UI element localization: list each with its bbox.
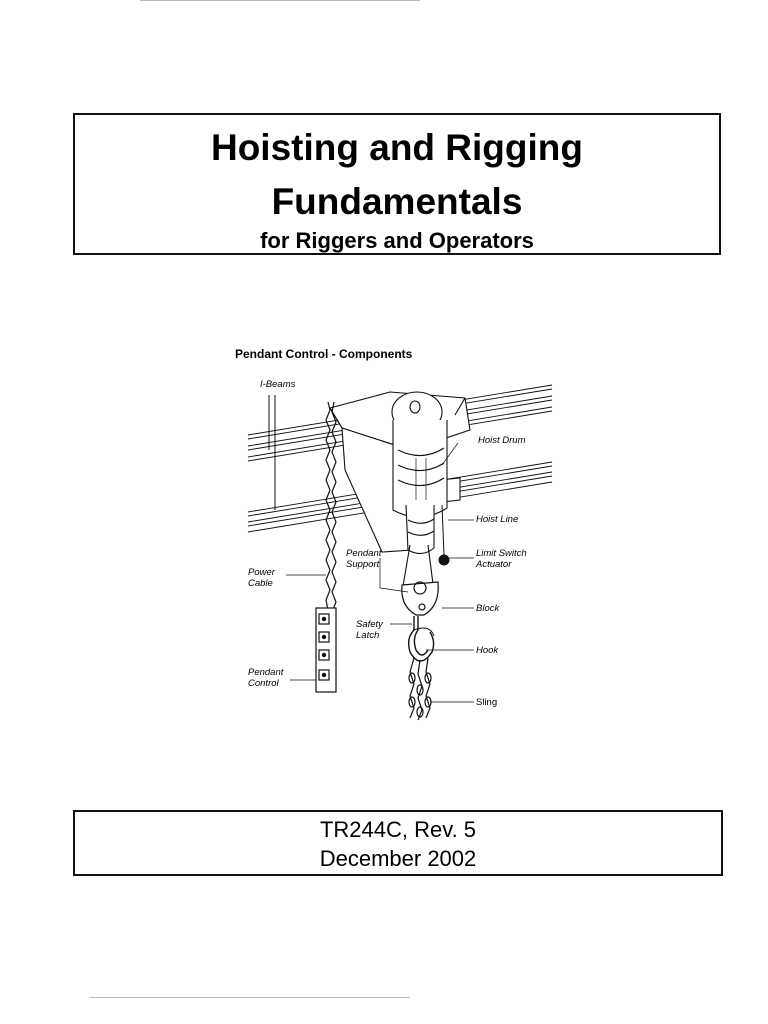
callout-pendant-support-1: Pendant [346,548,382,559]
crane-illustration [230,340,570,740]
document-date: December 2002 [319,846,477,871]
callout-sling: Sling [476,697,498,708]
scan-line-bottom [90,997,410,998]
document-info-box [73,810,723,876]
callout-pendant-support-2: Support [346,559,380,570]
title-line-1: Hoisting and Rigging [210,127,583,168]
callout-limit-switch-2: Actuator [476,559,512,570]
callout-pendant-control-2: Control [248,678,279,689]
sling-drawing [409,658,431,720]
title-box [73,113,721,255]
callout-power-cable-1: Power [248,567,275,578]
callout-hoist-drum: Hoist Drum [478,435,526,446]
pendant-control-figure [230,340,570,740]
power-cable-drawing [326,402,336,612]
document-number: TR244C, Rev. 5 [319,817,477,842]
callout-i-beams: I-Beams [260,379,296,390]
callout-hook: Hook [476,645,499,656]
block-drawing [402,582,438,615]
figure-caption: Pendant Control - Components [235,347,413,361]
limit-switch-actuator [439,555,449,565]
title-line-2: Fundamentals [271,181,523,222]
callout-safety-latch-2: Latch [356,630,380,641]
limit-switch-line [442,505,444,555]
callout-safety-latch-1: Safety [356,619,383,630]
callout-power-cable-2: Cable [248,578,273,589]
callout-limit-switch-1: Limit Switch [476,548,527,559]
scan-line-top [140,0,420,1]
hook-drawing [409,616,434,661]
pendant-control-drawing [316,608,336,692]
callout-pendant-control-1: Pendant [248,667,284,678]
callout-hoist-line: Hoist Line [476,514,519,525]
callout-block: Block [476,603,500,614]
subtitle: for Riggers and Operators [260,228,534,253]
